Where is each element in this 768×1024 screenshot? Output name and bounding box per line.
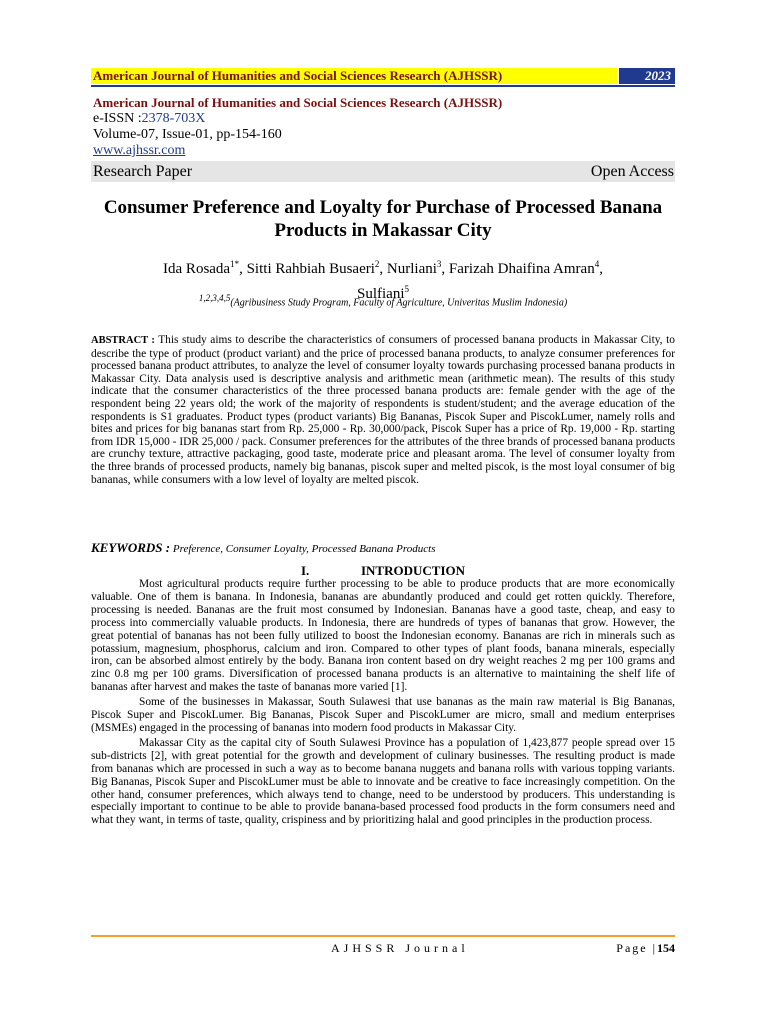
author-name: Ida Rosada <box>163 261 231 277</box>
footer-page <box>616 940 675 956</box>
volume-line: Volume-07, Issue-01, pp-154-160 <box>93 127 282 142</box>
running-header <box>91 68 675 86</box>
keywords-label: KEYWORDS : <box>91 540 171 555</box>
page-footer <box>91 940 675 956</box>
author-sup: 2 <box>374 259 380 269</box>
paragraph: Some of the businesses in Makassar, South Sulawesi that use bananas as the main raw material is Big Bananas, Piscok Super and PiscokLumer. Big Bananas, Piscok Super and PiscokLumer are micro, small and medium enterprises (MSMEs) engaged in the processing of bananas into modern food products in Makassar City. <box>91 696 675 734</box>
keywords-text: Preference, Consumer Loyalty, Processed Banana Products <box>172 543 436 555</box>
journal-info <box>93 95 675 159</box>
issn-value: 2378-703X <box>141 111 206 126</box>
journal-url-link[interactable]: www.ajhssr.com <box>93 143 186 158</box>
affiliation-sup: 1,2,3,4,5 <box>198 293 231 303</box>
journal-name: American Journal of Humanities and Social Sciences Research (AJHSSR) <box>93 95 503 110</box>
affiliation <box>91 291 675 310</box>
author-name: Nurliani <box>386 261 437 277</box>
author-list: Ida Rosada$^{1*}$, Sitti Rahbiah Busaeri$^2$, Nurliani$^3$, Farizah Dhaifina Amran$^4$, Sulfiani$^5$ <box>163 259 603 302</box>
footer-journal: AJHSSR Journal <box>331 941 469 955</box>
header-rule <box>91 85 675 87</box>
running-header-year: 2023 <box>619 68 675 84</box>
running-header-journal: American Journal of Humanities and Social Sciences Research (AJHSSR) <box>91 68 617 84</box>
introduction-body <box>91 578 675 829</box>
paper-type-bar <box>91 161 675 182</box>
author-sup: 4 <box>594 259 600 269</box>
author-sup: 1* <box>230 259 240 269</box>
section-number: I. <box>300 563 310 578</box>
author-name: Farizah Dhaifina Amran <box>448 261 595 277</box>
section-heading <box>91 563 675 578</box>
page-label: Page | <box>616 941 657 955</box>
abstract-text: This study aims to describe the characteristics of consumers of processed banana products in Makassar City, to describe the type of product (product variant) and the price of processed banana products, to analyze consumer preferences for processed banana product attributes, to analyze the level of consumer loyalty towards purchasing processed banana products in Makassar City. Data analysis used is descriptive analysis and arithmetic mean (arithmetic mean). The results of this study indicate that the consumer characteristics of the three processed banana products are: female gender with the age of the respondent being 22 years old; the work of the majority of respondents is student/student; and the average education of the respondents is S1 graduates. Product types (product variants) Big Bananas, Piscok Super and PiscokLumer, namely rolls and bites and prices for big bananas start from Rp. 25,000 - Rp. 30,000/pack, Piscok Super has a price of Rp. 19,000 - Rp. starting from IDR 15,000 - IDR 25,000 / pack. Consumer preferences for the attributes of the three brands of processed banana products are crunchy texture, attractive packaging, good taste, moderate price and pleasant aroma. The level of consumer loyalty from the three brands of processed products, namely big bananas, piscok super and melted piscok, is the most loyal consumer of big bananas, while consumers with a low level of loyalty are melted piscok. <box>91 334 675 486</box>
author-sup: 5 <box>404 284 409 294</box>
paper-title: Consumer Preference and Loyalty for Purchase of Processed Banana Products in Makassar City <box>103 197 663 241</box>
abstract <box>91 334 675 486</box>
paragraph: Makassar City as the capital city of South Sulawesi Province has a population of 1,423,877 people spread over 15 sub-districts [2], with great potential for the growth and development of culinary businesses. The resulting product is made from bananas which are processed in such a way as to become banana nuggets and banana rolls with various topping variants. Big Bananas, Piscok Super and PiscokLumer must be able to innovate and be creative to face increasingly competition. On the other hand, consumer preferences, which always tend to change, need to be understood by producers. This understanding is especially important to continue to be able to provide banana-based processed food products in the form consumers need and what they want, in terms of taste, quality, crispiness and by prioritizing halal and good principles in the production process. <box>91 736 675 827</box>
access-type: Open Access <box>590 163 674 180</box>
affiliation-text: (Agribusiness Study Program, Faculty of Agriculture, Univeritas Muslim Indonesia) <box>230 297 568 309</box>
author-name: Sitti Rahbiah Busaeri <box>246 261 375 277</box>
author-name: Sulfiani <box>357 286 405 302</box>
issn-line <box>93 111 675 127</box>
author-sup: 3 <box>436 259 442 269</box>
keywords <box>91 541 675 556</box>
footer-rule <box>91 935 675 937</box>
paper-type: Research Paper <box>93 163 193 180</box>
abstract-label: ABSTRACT : <box>91 335 155 346</box>
page-number: 154 <box>657 941 675 955</box>
paragraph: Most agricultural products require further processing to be able to produce products that are more economically valuable. One of them is banana. In Indonesia, bananas are abundantly produced and could get rotten quickly. Therefore, processing is needed. Bananas are the fruit most consumed by Indonesian. Bananas have a good taste, cheap, and easy to process into commercially valuable products. In Indonesia, there are hundreds of types of bananas that grow. However, the great potential of bananas has not been fully utilized to boost the Indonesian economy. Bananas are rich in minerals such as potassium, magnesium, phosphorus, calcium and iron. Compared to other types of plant foods, banana minerals, especially iron, can be absorbed almost entirely by the body. Banana iron content based on dry weight reaches 2 mg per 100 grams and zinc 0.8 mg per 100 grams. Diversification of processed banana products is an alternative to maintaining the shelf life of bananas after harvest and makes the taste of bananas more varied [1]. <box>91 578 675 694</box>
issn-label: e-ISSN : <box>93 111 142 126</box>
section-title: INTRODUCTION <box>360 563 465 578</box>
